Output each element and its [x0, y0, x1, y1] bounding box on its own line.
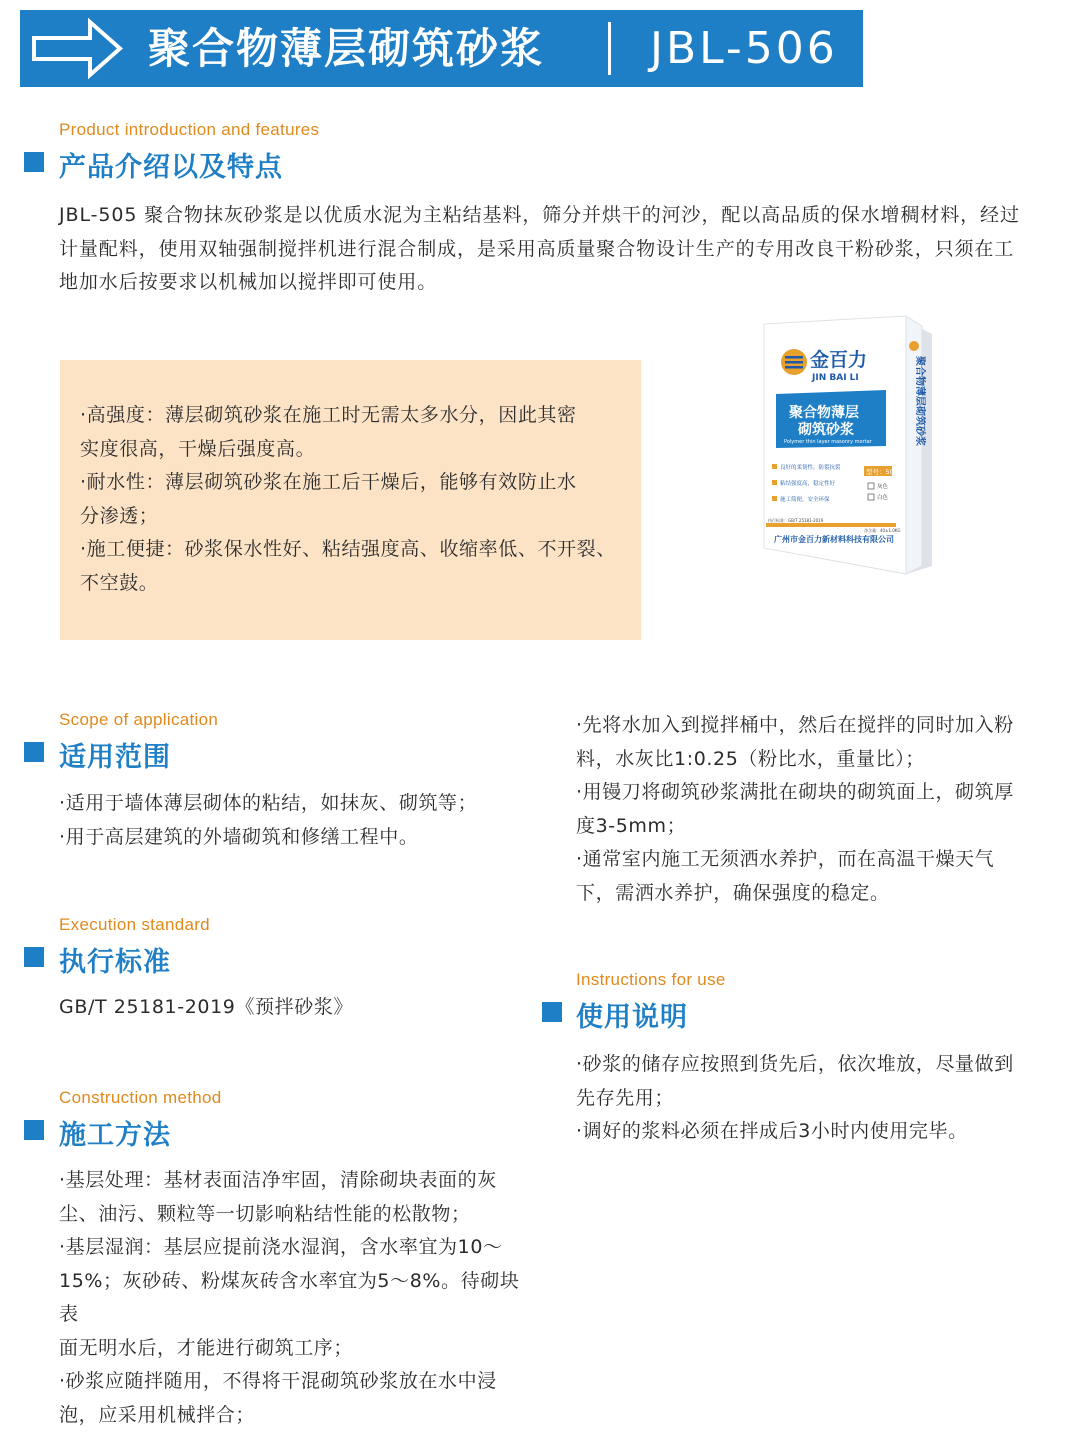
list-item: ·用镘刀将砌筑砂浆满批在砌块的砌筑面上，砌筑厚: [576, 776, 1056, 810]
construction-heading-en: Construction method: [59, 1088, 222, 1108]
construction-list-continued: [576, 709, 1056, 910]
bag-name-line1: 聚合物薄层: [789, 404, 859, 421]
list-item: 面无明水后，才能进行砌筑工序；: [59, 1332, 539, 1366]
bag-net-weight: 净含量：40±1.0KG: [864, 527, 901, 533]
title-divider: [608, 22, 611, 75]
instructions-list: [576, 1048, 1056, 1149]
bag-feature-3: 施工简便，安全环保: [780, 495, 830, 503]
list-item: 料，水灰比1:0.25（粉比水，重量比）；: [576, 743, 1056, 777]
list-item: 下，需洒水养护，确保强度的稳定。: [576, 877, 1056, 911]
section-bullet-icon: [24, 1120, 50, 1146]
list-item: ·施工便捷：砂浆保水性好、粘结强度高、收缩率低、不开裂、: [80, 533, 635, 567]
arrow-icon: [20, 10, 150, 87]
text-line: JBL-505 聚合物抹灰砂浆是以优质水泥为主粘结基料，筛分并烘干的河沙，配以高品质的保水增稠材料，经过: [59, 199, 1059, 233]
list-item: 不空鼓。: [80, 567, 635, 601]
list-item: 泡，应采用机械拌合；: [59, 1399, 539, 1432]
list-item: ·调好的浆料必须在拌成后3小时内使用完毕。: [576, 1115, 1056, 1149]
list-item: ·先将水加入到搅拌桶中，然后在搅拌的同时加入粉: [576, 709, 1056, 743]
product-bag-image: [756, 316, 932, 574]
bag-feature-2: 粘结强度高，稳定性好: [780, 479, 836, 487]
list-item: ·基层处理：基材表面洁净牢固，清除砌块表面的灰: [59, 1164, 539, 1198]
product-bag-graphic: [756, 316, 932, 574]
scope-heading-en: Scope of application: [59, 710, 218, 730]
bag-standard: 执行标准：GB/T 25181-2019: [768, 517, 824, 523]
features-list: [80, 399, 635, 600]
header-banner: [20, 10, 863, 87]
bag-feature-1: 良好的柔韧性，防裂抗裂: [780, 463, 841, 471]
list-item: ·砂浆的储存应按照到货先后，依次堆放，尽量做到: [576, 1048, 1056, 1082]
bag-brand-en: JIN BAI LI: [811, 373, 859, 383]
intro-paragraph: [59, 199, 1059, 300]
bag-model: 型号：506: [866, 467, 898, 476]
list-item: ·用于高层建筑的外墙砌筑和修缮工程中。: [59, 821, 539, 855]
standard-heading-cn: 执行标准: [59, 940, 171, 979]
bag-company: 广州市金百力新材料科技有限公司: [774, 534, 894, 544]
standard-text: GB/T 25181-2019《预拌砂浆》: [59, 991, 539, 1025]
bag-color-1: 灰色: [877, 482, 889, 490]
bag-color-2: 白色: [877, 493, 889, 501]
section-bullet-icon: [24, 152, 50, 178]
list-item: ·耐水性：薄层砌筑砂浆在施工后干燥后，能够有效防止水: [80, 466, 635, 500]
section-bullet-icon: [24, 947, 50, 973]
list-item: 先存先用；: [576, 1082, 1056, 1116]
bag-side-text: 聚合物薄层砌筑砂浆: [914, 356, 927, 446]
construction-heading-cn: 施工方法: [59, 1113, 171, 1152]
list-item: 实度很高，干燥后强度高。: [80, 433, 635, 467]
product-code: JBL-506: [650, 10, 838, 87]
instructions-heading-en: Instructions for use: [576, 970, 726, 990]
text-line: 计量配料，使用双轴强制搅拌机进行混合制成，是采用高质量聚合物设计生产的专用改良干粉砂浆，只须在工: [59, 233, 1059, 267]
list-item: ·适用于墙体薄层砌体的粘结，如抹灰、砌筑等；: [59, 787, 539, 821]
intro-heading-en: Product introduction and features: [59, 120, 319, 140]
list-item: 分渗透；: [80, 500, 635, 534]
bag-name-en: Polymer thin layer masonry mortar: [784, 439, 873, 445]
page-title: 聚合物薄层砌筑砂浆: [148, 10, 544, 87]
list-item: 度3-5mm；: [576, 810, 1056, 844]
list-item: 尘、油污、颗粒等一切影响粘结性能的松散物；: [59, 1198, 539, 1232]
intro-heading-cn: 产品介绍以及特点: [59, 145, 283, 184]
standard-heading-en: Execution standard: [59, 915, 210, 935]
text-line: 地加水后按要求以机械加以搅拌即可使用。: [59, 266, 1059, 300]
bag-name-line2: 砌筑砂浆: [798, 421, 854, 438]
scope-heading-cn: 适用范围: [59, 735, 171, 774]
section-bullet-icon: [24, 742, 50, 768]
bag-brand-cn: 金百力: [810, 348, 867, 371]
list-item: ·基层湿润：基层应提前浇水湿润，含水率宜为10～: [59, 1231, 539, 1265]
section-bullet-icon: [542, 1002, 568, 1028]
instructions-heading-cn: 使用说明: [576, 995, 688, 1034]
scope-list: [59, 787, 539, 854]
construction-list: [59, 1164, 539, 1432]
list-item: ·砂浆应随拌随用，不得将干混砌筑砂浆放在水中浸: [59, 1365, 539, 1399]
list-item: ·高强度：薄层砌筑砂浆在施工时无需太多水分，因此其密: [80, 399, 635, 433]
list-item: ·通常室内施工无须洒水养护，而在高温干燥天气: [576, 843, 1056, 877]
list-item: 15%；灰砂砖、粉煤灰砖含水率宜为5～8%。待砌块表: [59, 1265, 539, 1332]
